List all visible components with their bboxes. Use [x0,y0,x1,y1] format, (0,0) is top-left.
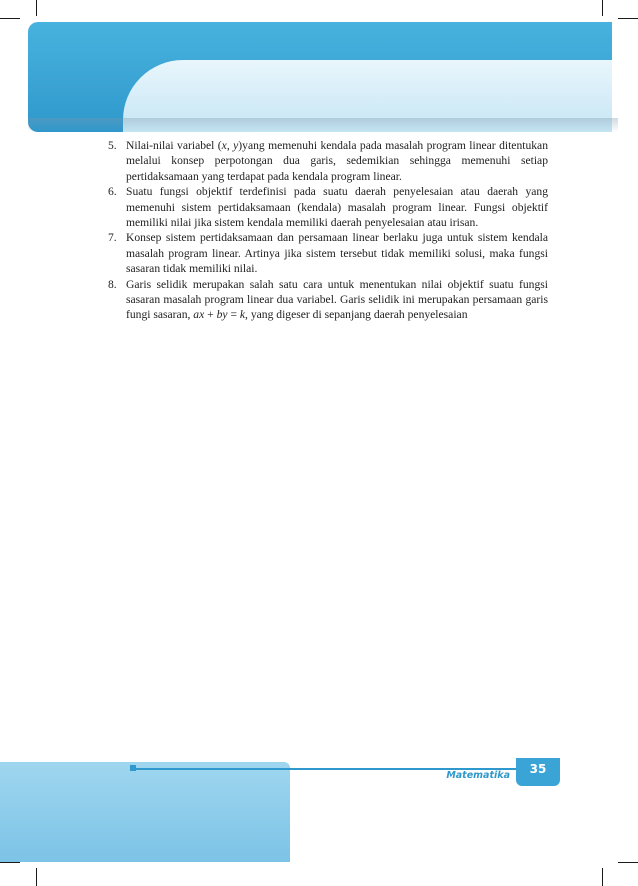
list-item [108,230,548,276]
math-variable: x [221,139,227,152]
list-item-text: Konsep sistem pertidaksamaan dan persamaan linear berlaku juga untuk sistem kendala masalah program linear. Artinya jika sistem tersebut tidak memiliki solusi, maka fungsi sasaran tidak memiliki nilai. [126,231,548,276]
crop-mark-bottom-left-v [36,868,37,886]
list-item-number: 8. [108,277,117,291]
math-variable: by [216,308,228,322]
crop-mark-bottom-left-h [0,862,20,863]
summary-list [108,138,548,323]
list-item [108,184,548,230]
crop-mark-top-right-v [602,0,603,16]
list-item [108,277,548,323]
list-item-text: Suatu fungsi objektif terdefinisi pada suatu daerah penyelesaian atau daerah yang memenuhi sistem pertidaksamaan (kendala) masalah program linear. Fungsi objektif memiliki nilai jika sistem kendala memiliki daerah penyelesaian atau irisan. [126,185,548,230]
list-item-number: 7. [108,231,117,245]
footer-panel [0,762,290,862]
page-number: 35 [529,762,547,776]
math-variable: y [233,139,239,152]
crop-mark-top-left-h [0,18,20,19]
list-item-text: Garis selidik merupakan salah satu cara untuk menentukan nilai objektif suatu fungsi sasaran masalah program linear dua variabel. Garis selidik ini merupakan persamaan garis fungi sasaran, ax + by = k, yang digeser di sepanjang daerah penyelesaian [126,277,548,322]
list-item-number: 5. [108,139,117,152]
crop-mark-bottom-right-v [602,868,603,886]
footer-book-title: Matematika [446,770,510,781]
header-banner [28,22,612,132]
crop-mark-top-right-h [618,18,638,19]
list-item [108,138,548,184]
list-item-text: Nilai-nilai variabel (x, y)yang memenuhi kendala pada masalah program linear ditentukan melalui konsep perpotongan dua garis, sedemikian sehingga memenuhi setiap pertidaksamaan yang terdapat pada kendala program linear. [126,139,549,183]
crop-mark-bottom-right-h [618,862,638,863]
math-variable: k [239,308,246,322]
list-item-number: 6. [108,185,117,199]
crop-mark-top-left-v [36,0,37,16]
header-banner-shadow [28,118,618,132]
math-variable: ax [193,308,205,322]
footer-rule-marker [130,765,136,771]
